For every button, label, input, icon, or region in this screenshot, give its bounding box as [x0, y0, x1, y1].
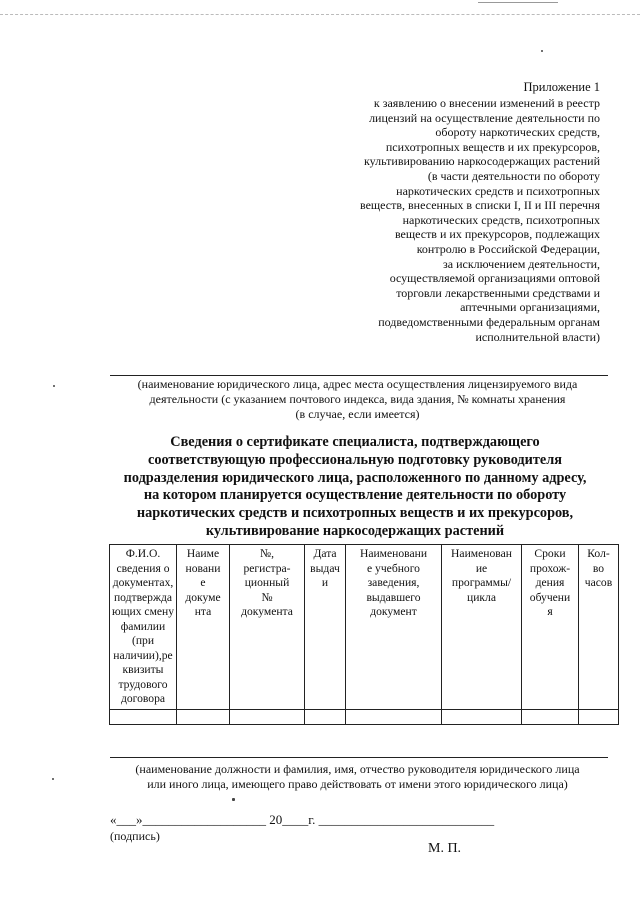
- head-caption: [105, 762, 610, 792]
- org-name-line: [110, 375, 608, 376]
- appendix-line: психотропных веществ и их прекурсоров,: [385, 139, 600, 154]
- org-caption: [105, 377, 610, 422]
- table-cell[interactable]: [442, 710, 522, 725]
- appendix-description: [330, 96, 600, 344]
- appendix-line: наркотических средств и психотропных: [396, 183, 600, 198]
- table-cell[interactable]: [177, 710, 230, 725]
- heading-line: на котором планируется осуществление деятельности по обороту: [143, 487, 567, 504]
- appendix-line: обороту наркотических средств,: [435, 125, 600, 140]
- table-header-row: [110, 545, 619, 710]
- header-cell-program: Наименован ие программы/ цикла: [442, 545, 522, 710]
- header-cell-institution: Наименовани е учебного заведения, выдавшего документ: [346, 545, 442, 710]
- head-caption-line: или иного лица, имеющего право действовать от имени этого юридического лица): [147, 777, 568, 791]
- header-cell-document-number: №, регистра- ционный № документа: [230, 545, 305, 710]
- heading-line: наркотических средств и психотропных веществ и их прекурсоров,: [136, 505, 574, 522]
- table-cell[interactable]: [579, 710, 619, 725]
- appendix-line: аптечными организациями,: [460, 300, 600, 315]
- heading-line: подразделения юридического лица, расположенного по данному адресу,: [123, 469, 587, 486]
- appendix-line: лицензий на осуществление деятельности по: [369, 110, 600, 125]
- signature-label: (подпись): [110, 829, 160, 843]
- appendix-line: контролю в Российской Федерации,: [416, 241, 600, 256]
- org-caption-line: (в случае, если имеется): [295, 407, 420, 421]
- section-heading: [105, 434, 605, 541]
- header-cell-issue-date: Дата выдач и: [305, 545, 346, 710]
- appendix-line: осуществляемой организациями оптовой: [389, 271, 600, 286]
- table-cell[interactable]: [110, 710, 177, 725]
- header-cell-hours: Кол- во часов: [579, 545, 619, 710]
- table-row: [110, 710, 619, 725]
- header-cell-document-name: Наиме новани е докуме нта: [177, 545, 230, 710]
- scan-mark: [478, 2, 558, 3]
- appendix-line: за исключением деятельности,: [443, 256, 600, 271]
- table-cell[interactable]: [522, 710, 579, 725]
- stamp-placeholder: М. П.: [428, 841, 462, 856]
- head-caption-line: (наименование должности и фамилия, имя, отчество руководителя юридического лица: [135, 762, 580, 776]
- appendix-line: веществ и их прекурсоров, подлежащих: [394, 227, 600, 242]
- appendix-line: торговли лекарственными средствами и: [396, 285, 600, 300]
- scan-speck: [53, 385, 55, 387]
- heading-line: Сведения о сертификате специалиста, подтверждающего: [170, 434, 540, 450]
- certificate-table: [109, 544, 619, 725]
- head-name-line: [110, 757, 608, 758]
- scan-speck: [52, 778, 54, 780]
- scan-speck: [232, 798, 235, 801]
- appendix-line: к заявлению о внесении изменений в реестр: [373, 96, 600, 110]
- appendix-line: подведомственными федеральным органам: [378, 314, 600, 329]
- appendix-line: исполнительной власти): [475, 329, 600, 344]
- heading-line: культивирование наркосодержащих растений: [205, 522, 505, 539]
- heading-line: соответствующую профессиональную подготовку руководителя: [147, 451, 563, 468]
- appendix-line: веществ, внесенных в списки I, II и III перечня: [359, 198, 600, 213]
- appendix-line: культивированию наркосодержащих растений: [364, 154, 600, 169]
- header-cell-training-period: Сроки прохож- дения обучени я: [522, 545, 579, 710]
- org-caption-line: деятельности (с указанием почтового индекса, вида здания, № комнаты хранения: [149, 392, 566, 406]
- scan-speck: [541, 50, 543, 52]
- signature-date-line: «___»___________________ 20____г. ___________________________: [110, 812, 495, 827]
- header-cell-fio: Ф.И.О. сведения о документах, подтвержда ющих смену фамилии (при наличии),ре квизиты трудового договора: [110, 545, 177, 710]
- table-cell[interactable]: [230, 710, 305, 725]
- appendix-line: (в части деятельности по обороту: [427, 168, 600, 183]
- appendix-title: Приложение 1: [523, 80, 600, 94]
- org-caption-line: (наименование юридического лица, адрес места осуществления лицензируемого вида: [137, 377, 578, 391]
- appendix-line: наркотических средств, психотропных: [402, 212, 600, 227]
- scan-edge-line: [0, 14, 640, 15]
- table-cell[interactable]: [346, 710, 442, 725]
- table-cell[interactable]: [305, 710, 346, 725]
